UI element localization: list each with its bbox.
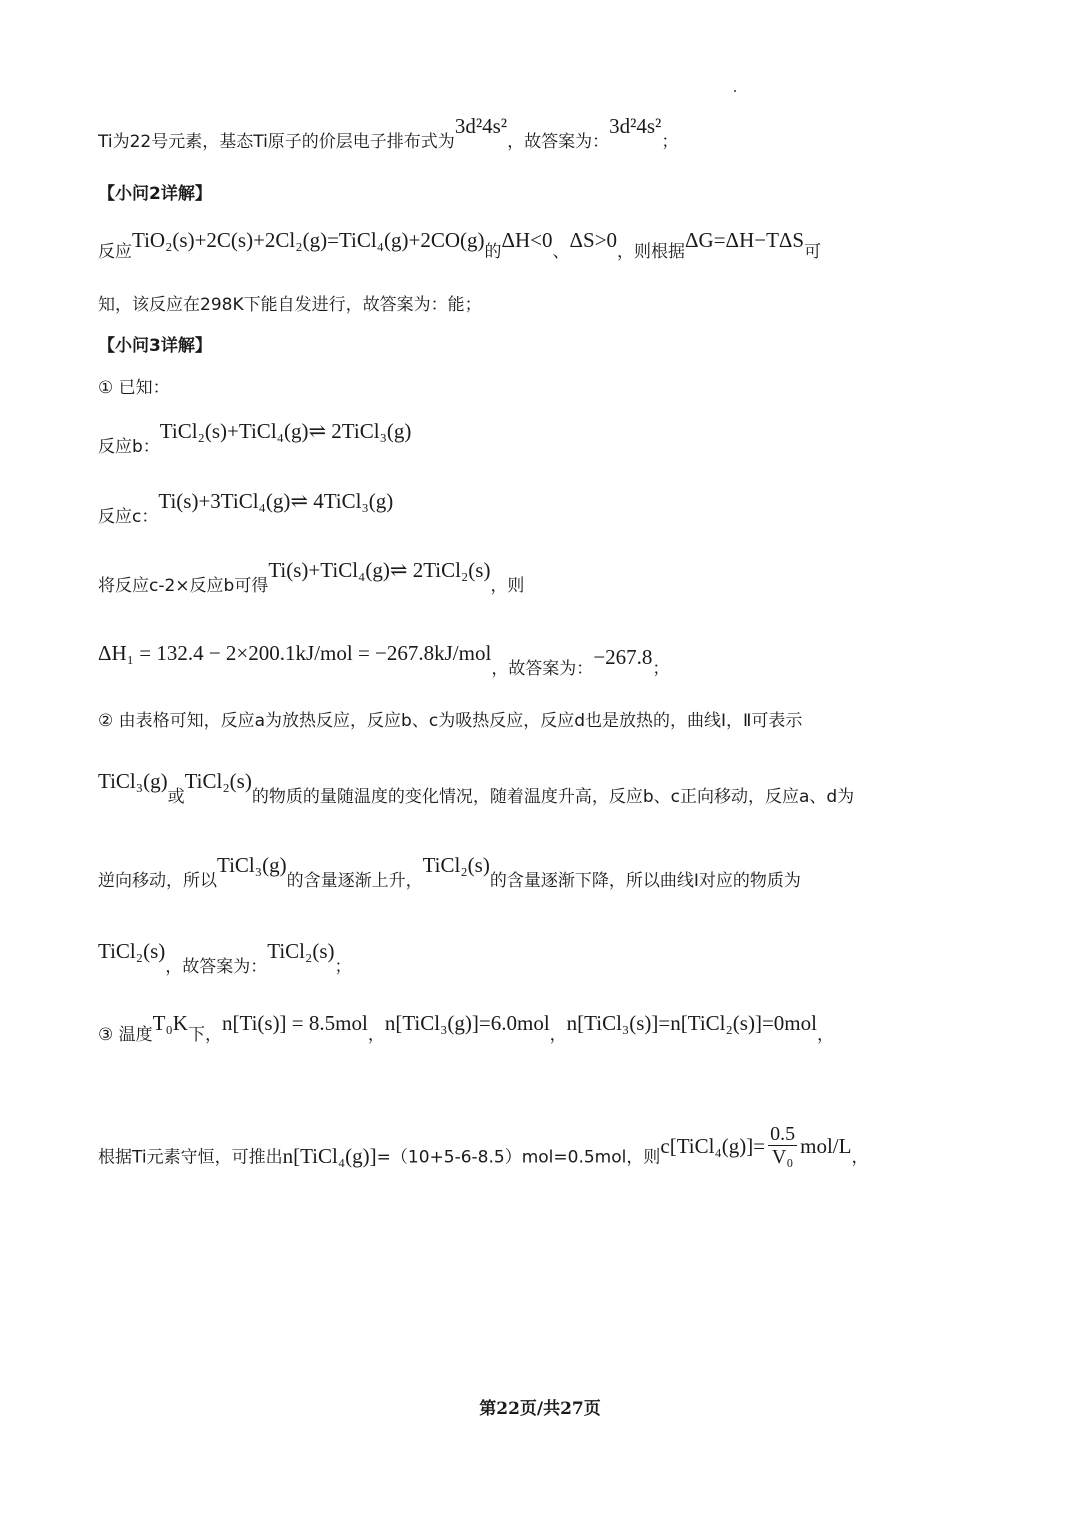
line-text: ，则 <box>490 576 525 596</box>
formula: ΔS>0 <box>569 228 618 252</box>
formula: TiCl₂(s) <box>422 853 490 877</box>
text-line-10 <box>98 769 855 807</box>
formula: n[TiCl₃(g)]=6.0mol <box>384 1011 550 1035</box>
speck <box>734 90 736 92</box>
line-text: ； <box>661 132 679 152</box>
formula: n[Ti(s)] = 8.5mol <box>221 1011 368 1035</box>
line-text: 反应c： <box>98 507 159 527</box>
line-text: 的 <box>484 242 502 262</box>
line-text: ， <box>816 1025 834 1045</box>
line-text: ； <box>652 659 670 679</box>
line-text: 反应 <box>98 242 132 262</box>
fraction-numerator: 0.5 <box>770 1123 796 1145</box>
formula: n[TiCl₃(s)]=n[TiCl₂(s)]=0mol <box>566 1011 817 1035</box>
line-text: ，故答案为： <box>491 659 594 679</box>
formula: TiO₂(s)+2C(s)+2Cl₂(g)=TiCl₄(g)+2CO(g) <box>132 228 485 252</box>
line-text: 将反应c-2×反应b可得 <box>98 576 269 596</box>
formula: 3d²4s² <box>609 114 662 138</box>
formula: Ti(s)+TiCl₄(g)⇌ 2TiCl₂(s) <box>268 558 491 582</box>
formula: TiCl₂(s) <box>267 939 335 963</box>
formula: ΔH₁ = 132.4 − 2×200.1kJ/mol = −267.8kJ/mol <box>98 641 492 665</box>
text-line-12 <box>98 939 352 977</box>
text-line-8 <box>98 641 670 679</box>
formula: ΔG=ΔH−TΔS <box>685 228 805 252</box>
text-line-11 <box>98 853 801 891</box>
line-text: ③ 温度 <box>98 1025 153 1045</box>
formula: c[TiCl₄(g)]= <box>660 1133 766 1158</box>
line-text: 下， <box>187 1025 222 1045</box>
fraction-denominator: V₀ <box>771 1146 794 1168</box>
text-line-9: ② 由表格可知，反应a为放热反应，反应b、c为吸热反应，反应d也是放热的，曲线Ⅰ，Ⅱ可表示 <box>98 711 803 731</box>
text-line-1 <box>98 114 679 152</box>
line-text: ，故答案为： <box>165 957 268 977</box>
line-text: ，则根据 <box>617 242 686 262</box>
text-line-5 <box>98 419 412 457</box>
line-text: 或 <box>167 787 185 807</box>
formula: −267.8 <box>593 645 653 669</box>
section-heading: 【小问3详解】 <box>98 336 212 356</box>
formula: TiCl₃(g) <box>98 769 168 793</box>
fraction <box>768 1123 797 1168</box>
formula: n[TiCl₄(g)] <box>282 1143 377 1168</box>
text-line-14 <box>98 1123 869 1180</box>
formula: mol/L <box>800 1133 852 1158</box>
text-line-13 <box>98 1011 834 1045</box>
line-text: ， <box>851 1147 869 1168</box>
formula: 3d²4s² <box>454 114 508 138</box>
formula: Ti(s)+3TiCl₄(g)⇌ 4TiCl₃(g) <box>158 489 394 513</box>
text-line-3: 知，该反应在298K下能自发进行，故答案为：能； <box>98 295 482 315</box>
text-line-6 <box>98 489 394 527</box>
line-text: 可 <box>804 242 822 262</box>
line-text: 的含量逐渐下降，所以曲线Ⅰ对应的物质为 <box>489 871 801 891</box>
formula: TiCl₃(g) <box>217 853 287 877</box>
page-footer: 第22页/共27页 <box>479 1399 601 1419</box>
line-text: 的物质的量随温度的变化情况，随着温度升高，反应b、c正向移动，反应a、d为 <box>251 787 855 807</box>
line-text: Ti为22号元素，基态Ti原子的价层电子排布式为 <box>98 132 455 152</box>
line-text: ，故答案为： <box>507 132 610 152</box>
line-text: =（10+5-6-8.5）mol=0.5mol，则 <box>376 1147 661 1168</box>
formula: T₀K <box>152 1011 188 1035</box>
formula: TiCl₂(s) <box>98 939 166 963</box>
formula: TiCl₂(s)+TiCl₄(g)⇌ 2TiCl₃(g) <box>159 419 412 443</box>
text-line-7 <box>98 558 525 596</box>
formula: TiCl₂(s) <box>184 769 252 793</box>
formula: ΔH<0 <box>501 228 553 252</box>
line-text: 逆向移动，所以 <box>98 871 217 891</box>
line-text: ， <box>367 1025 385 1045</box>
section-heading: 【小问2详解】 <box>98 184 212 204</box>
line-text: 、 <box>552 242 570 262</box>
line-text: 的含量逐渐上升， <box>286 871 423 891</box>
line-text: ， <box>549 1025 567 1045</box>
text-line-2 <box>98 228 822 262</box>
line-text: 反应b： <box>98 437 160 457</box>
line-text: ； <box>334 957 352 977</box>
line-text: 根据Ti元素守恒，可推出 <box>98 1147 283 1168</box>
text-line-4: ① 已知： <box>98 378 170 398</box>
